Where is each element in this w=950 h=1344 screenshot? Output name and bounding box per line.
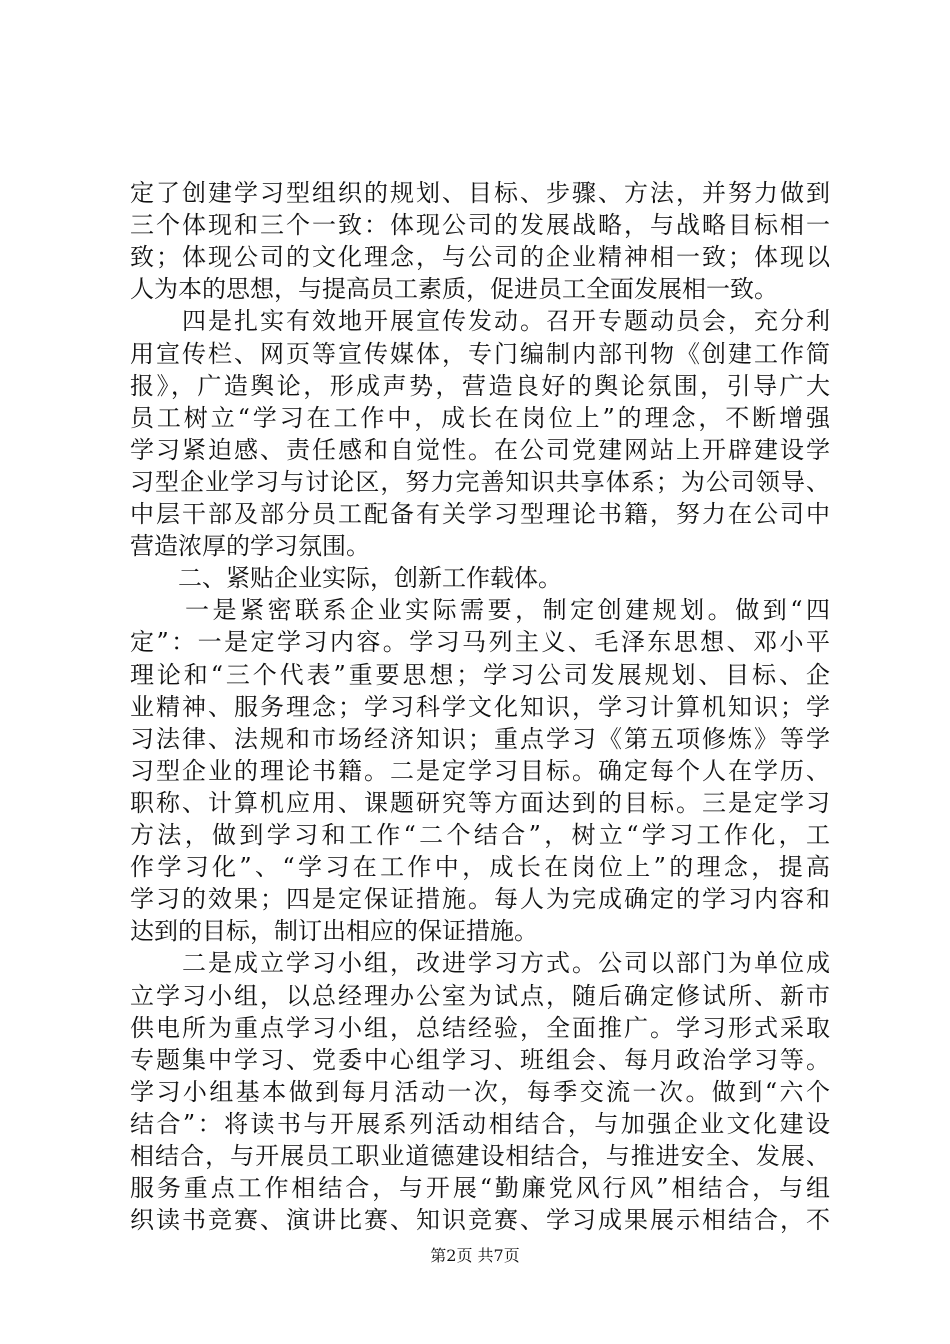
text-line: 学习紧迫感、责任感和自觉性。在公司党建网站上开辟建设学	[130, 436, 830, 464]
text-line: 达到的目标，制订出相应的保证措施。	[130, 917, 538, 945]
text-line: 理论和“三个代表”重要思想；学习公司发展规划、目标、企	[130, 661, 830, 689]
text-line: 业精神、服务理念；学习科学文化知识，学习计算机知识；学	[130, 693, 830, 721]
text-line: 一是紧密联系企业实际需要，制定创建规划。做到“四	[130, 596, 830, 624]
text-line: 营造浓厚的学习氛围。	[130, 532, 370, 560]
text-line: 供电所为重点学习小组，总结经验，全面推广。学习形式采取	[130, 1014, 830, 1042]
text-line: 员工树立“学习在工作中，成长在岗位上”的理念，不断增强	[130, 404, 830, 432]
text-line: 相结合，与开展员工职业道德建设相结合，与推进安全、发展、	[130, 1142, 830, 1170]
text-line: 二是成立学习小组，改进学习方式。公司以部门为单位成	[130, 949, 830, 977]
text-line: 专题集中学习、党委中心组学习、班组会、每月政治学习等。	[130, 1046, 830, 1074]
text-line: 习法律、法规和市场经济知识；重点学习《第五项修炼》等学	[130, 725, 830, 753]
page-number-footer: 第2页 共7页	[430, 1246, 520, 1265]
text-line: 立学习小组，以总经理办公室为试点，随后确定修试所、新市	[130, 982, 830, 1010]
text-line: 习型企业学习与讨论区，努力完善知识共享体系；为公司领导、	[130, 468, 830, 496]
text-line: 学习的效果；四是定保证措施。每人为完成确定的学习内容和	[130, 885, 830, 913]
text-line: 结合”：将读书与开展系列活动相结合，与加强企业文化建设	[130, 1110, 830, 1138]
text-line: 用宣传栏、网页等宣传媒体，专门编制内部刊物《创建工作简	[130, 340, 830, 368]
text-line: 方法，做到学习和工作“二个结合”，树立“学习工作化，工	[130, 821, 830, 849]
text-line: 四是扎实有效地开展宣传发动。召开专题动员会，充分利	[130, 307, 830, 335]
text-line: 学习小组基本做到每月活动一次，每季交流一次。做到“六个	[130, 1078, 830, 1106]
text-line: 人为本的思想，与提高员工素质，促进员工全面发展相一致。	[130, 275, 778, 303]
text-line: 致；体现公司的文化理念，与公司的企业精神相一致；体现以	[130, 243, 830, 271]
text-line: 服务重点工作相结合，与开展“勤廉党风行风”相结合，与组	[130, 1174, 830, 1202]
text-line: 中层干部及部分员工配备有关学习型理论书籍，努力在公司中	[130, 500, 830, 528]
text-line: 报》，广造舆论，形成声势，营造良好的舆论氛围，引导广大	[130, 372, 830, 400]
text-line: 织读书竞赛、演讲比赛、知识竞赛、学习成果展示相结合，不	[130, 1206, 830, 1234]
text-line: 职称、计算机应用、课题研究等方面达到的目标。三是定学习	[130, 789, 830, 817]
text-line: 定了创建学习型组织的规划、目标、步骤、方法，并努力做到	[130, 179, 830, 207]
text-line: 习型企业的理论书籍。二是定学习目标。确定每个人在学历、	[130, 757, 830, 785]
text-line: 二、紧贴企业实际，创新工作载体。	[130, 564, 562, 592]
text-line: 作学习化”、“学习在工作中，成长在岗位上”的理念，提高	[130, 853, 830, 881]
text-line: 三个体现和三个一致：体现公司的发展战略，与战略目标相一	[130, 211, 830, 239]
text-line: 定”：一是定学习内容。学习马列主义、毛泽东思想、邓小平	[130, 628, 830, 656]
